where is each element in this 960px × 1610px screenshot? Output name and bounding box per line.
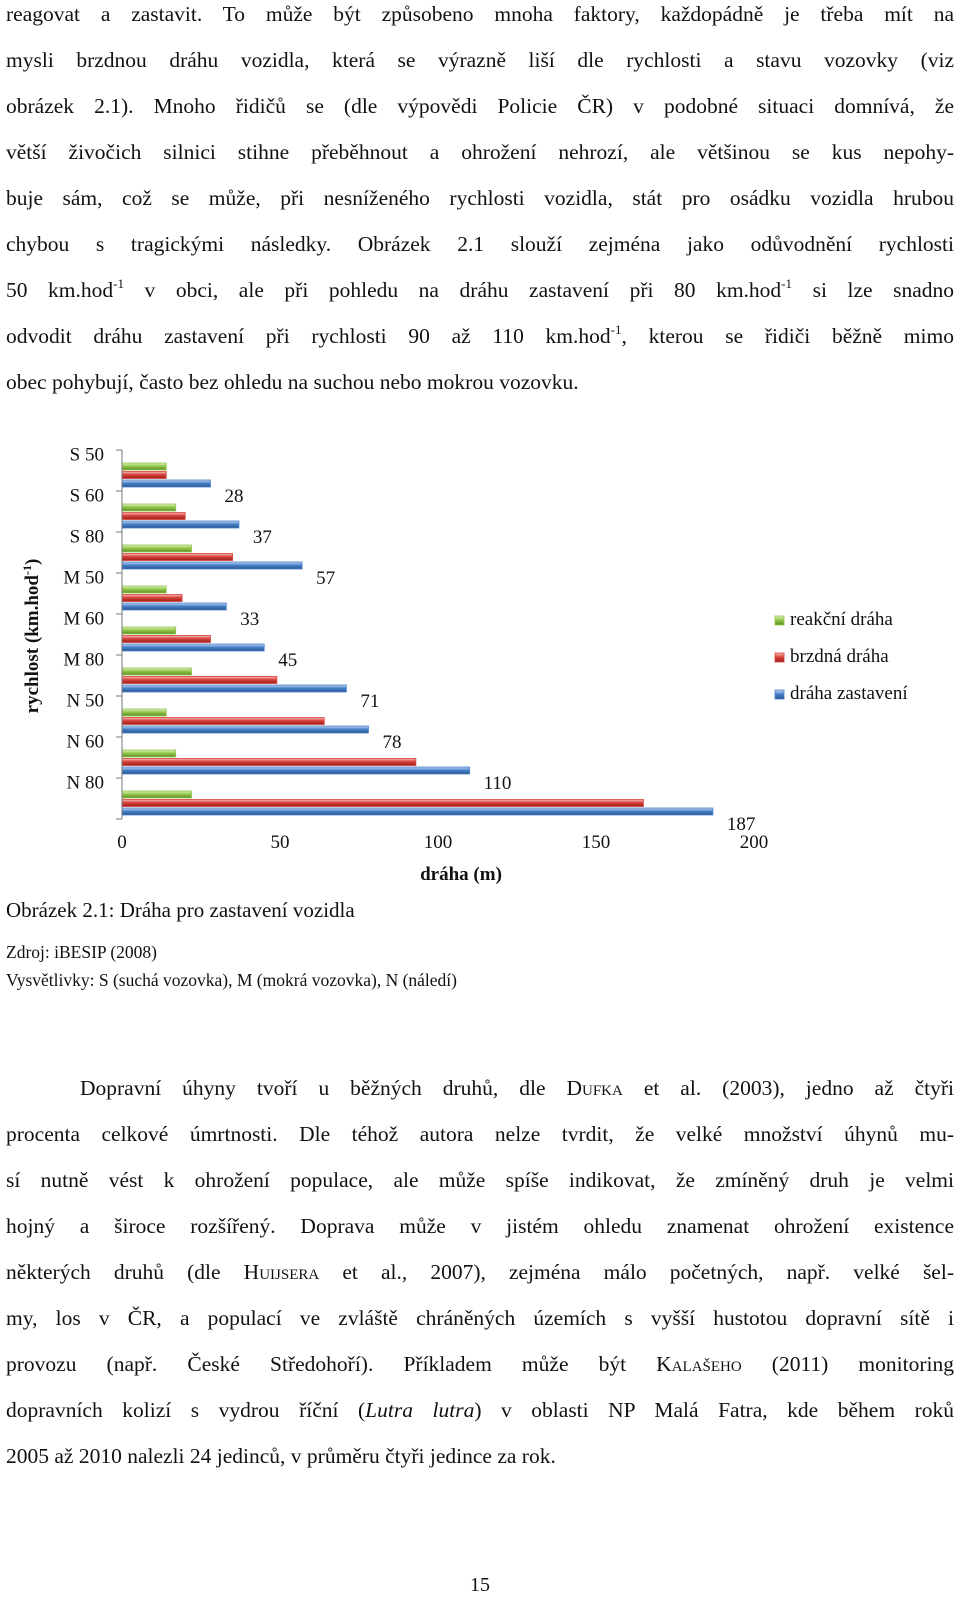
x-tick-label: 50	[270, 832, 290, 853]
data-label-n50: 78	[382, 732, 402, 753]
text-line: reagovat a zastavit. To může být způsobeno mnoha faktory, každopádně je třeba mít na	[6, 2, 954, 26]
author-name: Kalašeho	[656, 1352, 742, 1376]
text-run: et al. (2003), jedno až čtyři	[622, 1076, 954, 1100]
text-line	[6, 1341, 954, 1387]
x-tick-label: 200	[739, 832, 769, 853]
text-line: 2005 až 2010 nalezli 24 jedinců, v průměru čtyři jedince za rok.	[6, 1444, 556, 1468]
y-tick-label: M 80	[63, 649, 104, 671]
bar-n50-stopping	[122, 726, 368, 733]
y-tick-label: S 80	[69, 526, 104, 548]
bar-n80-stopping	[122, 808, 713, 815]
legend-label-reaction: reakční dráha	[790, 609, 893, 630]
bar-n60-braking	[122, 759, 416, 766]
bar-s80-braking	[122, 554, 233, 561]
bar-s60-stopping	[122, 521, 239, 528]
text-run: odvodit dráhu zastavení při rychlosti 90 až 110 km.hod	[6, 324, 611, 348]
superscript: -1	[781, 275, 793, 291]
bar-m60-stopping	[122, 644, 264, 651]
text-line: my, los v ČR, a populací ve zvláště chráněných územích s vyšší hustotou dopravní sítě i	[6, 1306, 954, 1330]
bar-m50-braking	[122, 595, 182, 602]
text-line: chybou s tragickými následky. Obrázek 2.1 slouží zejména jako odůvodnění rychlosti	[6, 232, 954, 256]
bar-s60-braking	[122, 513, 185, 520]
y-tick-label: S 50	[69, 444, 104, 466]
legend-label-stopping: dráha zastavení	[790, 683, 908, 704]
bar-n50-braking	[122, 718, 324, 725]
y-tick-label: N 80	[66, 772, 104, 794]
figure-source: Zdroj: iBESIP (2008)	[6, 942, 158, 962]
figure-explanation: Vysvětlivky: S (suchá vozovka), M (mokrá vozovka), N (náledí)	[6, 970, 458, 990]
y-tick-label: N 60	[66, 731, 104, 753]
superscript: -1	[610, 321, 622, 337]
paragraph-roadkill	[6, 1065, 954, 1479]
text-line: větší živočich silnici stihne přeběhnout a ohrožení nehrozí, ale většinou se kus nepohy-	[6, 140, 954, 164]
bar-s80-reaction	[122, 545, 192, 552]
author-name: Dufka	[566, 1076, 623, 1100]
text-line: obec pohybují, často bez ohledu na suchou nebo mokrou vozovku.	[6, 370, 579, 394]
y-axis-title	[20, 559, 43, 714]
x-tick-label: 0	[117, 832, 127, 853]
bar-s50-braking	[122, 472, 166, 479]
ticks-layer	[116, 450, 768, 853]
y-tick-label: M 60	[63, 608, 104, 630]
x-axis-title: dráha (m)	[420, 864, 502, 885]
text-line	[6, 313, 954, 359]
text-run: dopravních kolizí s vydrou říční (	[6, 1398, 366, 1422]
y-axis-title-end: )	[22, 558, 43, 566]
text-run: si lze snadno	[792, 278, 954, 302]
text-run: (2011) monitoring	[741, 1352, 954, 1376]
bar-n80-braking	[122, 800, 643, 807]
data-label-m60: 45	[278, 650, 298, 671]
x-tick-label: 150	[581, 832, 611, 853]
bar-m50-stopping	[122, 603, 226, 610]
text-line: mysli brzdnou dráhu vozidla, která se výrazně liší dle rychlosti a stavu vozovky (viz	[6, 48, 954, 72]
data-label-m50: 33	[240, 609, 260, 630]
bar-n60-stopping	[122, 767, 470, 774]
y-axis-title-text: rychlost (km.hod	[22, 575, 43, 714]
y-tick-label: N 50	[66, 690, 104, 712]
data-label-n80: 187	[726, 814, 756, 835]
bar-m80-braking	[122, 677, 277, 684]
bar-s50-reaction	[122, 463, 166, 470]
page-number: 15	[470, 1574, 490, 1596]
text-run: v obci, ale při pohledu na dráhu zastavení při 80 km.hod	[124, 278, 782, 302]
data-label-s60: 37	[252, 527, 272, 548]
text-run: Dopravní úhyny tvoří u běžných druhů, dle	[80, 1076, 567, 1100]
text-run: 50 km.hod	[6, 278, 114, 302]
text-run: některých druhů (dle	[6, 1260, 244, 1284]
text-line: obrázek 2.1). Mnoho řidičů se (dle výpovědi Policie ČR) v podobné situaci domnívá, že	[6, 94, 954, 118]
bar-n60-reaction	[122, 750, 176, 757]
paragraph-intro	[6, 0, 954, 405]
y-tick-label: M 50	[63, 567, 104, 589]
stopping-distance-chart	[0, 440, 960, 910]
text-run: , kterou se řidiči běžně mimo	[621, 324, 954, 348]
text-line: procenta celkové úmrtnosti. Dle téhož autora nelze tvrdit, že velké množství úhynů mu-	[6, 1122, 954, 1146]
data-label-m80: 71	[360, 691, 380, 712]
bar-m60-reaction	[122, 627, 176, 634]
text-line: hojný a široce rozšířený. Doprava může v jistém ohledu znamenat ohrožení existence	[6, 1214, 954, 1238]
text-line	[6, 267, 954, 313]
bar-m60-braking	[122, 636, 210, 643]
y-axis-title-sup: -1	[20, 565, 34, 576]
bar-m80-stopping	[122, 685, 346, 692]
text-line: buje sám, což se může, při nesníženého rychlosti vozidla, stát pro osádku vozidla hrubou	[6, 186, 954, 210]
legend-swatch-stopping	[775, 690, 784, 699]
data-label-s80: 57	[316, 568, 336, 589]
legend-swatch-braking	[775, 653, 784, 662]
text-line	[6, 1387, 954, 1433]
data-label-n60: 110	[483, 773, 512, 794]
bar-s50-stopping	[122, 480, 210, 487]
text-line	[6, 1065, 954, 1111]
species-name: Lutra lutra	[365, 1398, 475, 1422]
bar-m50-reaction	[122, 586, 166, 593]
chart-legend	[775, 609, 908, 704]
figure-caption: Obrázek 2.1: Dráha pro zastavení vozidla	[6, 898, 355, 922]
bar-s80-stopping	[122, 562, 302, 569]
legend-label-braking: brzdná dráha	[790, 646, 889, 667]
text-run: ) v oblasti NP Malá Fatra, kde během roků	[474, 1398, 954, 1422]
legend-swatch-reaction	[775, 616, 784, 625]
bar-n50-reaction	[122, 709, 166, 716]
bar-m80-reaction	[122, 668, 192, 675]
superscript: -1	[113, 275, 124, 291]
text-line	[6, 1249, 954, 1295]
author-name: Huijsera	[243, 1260, 320, 1284]
text-run: et al., 2007), zejména málo početných, např. velké šel-	[319, 1260, 954, 1284]
y-tick-label: S 60	[69, 485, 104, 507]
bars-layer	[122, 463, 713, 815]
bar-s60-reaction	[122, 504, 176, 511]
text-run: provozu (např. České Středohoří). Příkladem může být	[6, 1352, 657, 1376]
x-tick-label: 100	[423, 832, 453, 853]
data-label-s50: 28	[224, 486, 244, 507]
bar-n80-reaction	[122, 791, 192, 798]
text-line: sí nutně vést k ohrožení populace, ale může spíše indikovat, že zmíněný druh je velmi	[6, 1168, 954, 1192]
